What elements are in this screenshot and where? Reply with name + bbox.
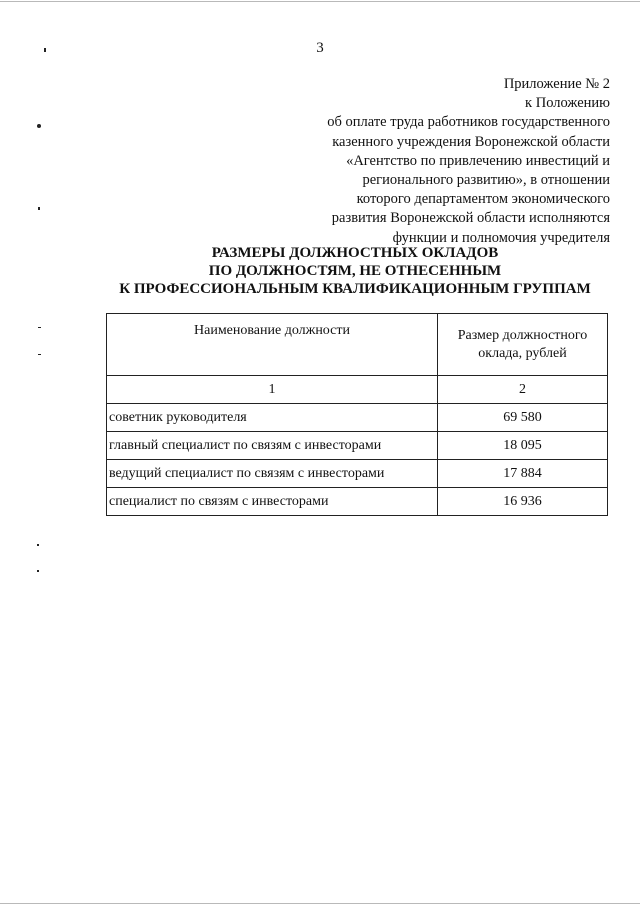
- document-title: [60, 244, 640, 298]
- position-cell: советник руководителя: [107, 404, 438, 432]
- appendix-block: [280, 75, 610, 248]
- column-number-row: [107, 376, 608, 404]
- appendix-line: «Агентство по привлечению инвестиций и: [346, 152, 610, 169]
- scan-bottom-edge: [0, 903, 640, 904]
- scan-speck: [38, 327, 41, 328]
- table-row: [107, 432, 608, 460]
- appendix-line: Приложение № 2: [503, 76, 610, 92]
- scan-speck: [37, 124, 41, 128]
- title-line: РАЗМЕРЫ ДОЛЖНОСТНЫХ ОКЛАДОВ: [211, 245, 499, 261]
- page-number: 3: [316, 40, 324, 56]
- appendix-line: к Положению: [525, 95, 610, 112]
- table-row: [107, 404, 608, 432]
- scan-speck: [37, 544, 39, 546]
- table-row: [107, 460, 608, 488]
- position-cell: ведущий специалист по связям с инвесторами: [107, 460, 438, 488]
- column-number: 2: [438, 376, 608, 404]
- title-line: ПО ДОЛЖНОСТЯМ, НЕ ОТНЕСЕННЫМ: [208, 263, 502, 279]
- appendix-line: об оплате труда работников государственного: [327, 114, 610, 131]
- appendix-line: развития Воронежской области исполняются: [331, 210, 610, 227]
- scan-speck: [37, 570, 39, 572]
- salary-column-header: Размер должностного оклада, рублей: [438, 314, 608, 376]
- appendix-line: казенного учреждения Воронежской области: [332, 133, 610, 150]
- position-column-header: Наименование должности: [107, 314, 438, 376]
- salary-cell: 18 095: [438, 432, 608, 460]
- table-row: [107, 488, 608, 516]
- scan-speck: [38, 207, 40, 210]
- title-line: К ПРОФЕССИОНАЛЬНЫМ КВАЛИФИКАЦИОННЫМ ГРУППАМ: [119, 281, 591, 297]
- salary-cell: 16 936: [438, 488, 608, 516]
- appendix-line: регионального развитию», в отношении: [362, 172, 610, 189]
- position-cell: главный специалист по связям с инвесторами: [107, 432, 438, 460]
- column-number: 1: [107, 376, 438, 404]
- salary-table: [106, 313, 608, 516]
- table-header-row: [107, 314, 608, 376]
- salary-cell: 17 884: [438, 460, 608, 488]
- scan-top-edge: [0, 1, 640, 2]
- appendix-line: функции и полномочия учредителя: [392, 229, 610, 246]
- position-cell: специалист по связям с инвесторами: [107, 488, 438, 516]
- scan-speck: [38, 354, 41, 355]
- salary-cell: 69 580: [438, 404, 608, 432]
- appendix-line: которого департаментом экономического: [356, 191, 610, 208]
